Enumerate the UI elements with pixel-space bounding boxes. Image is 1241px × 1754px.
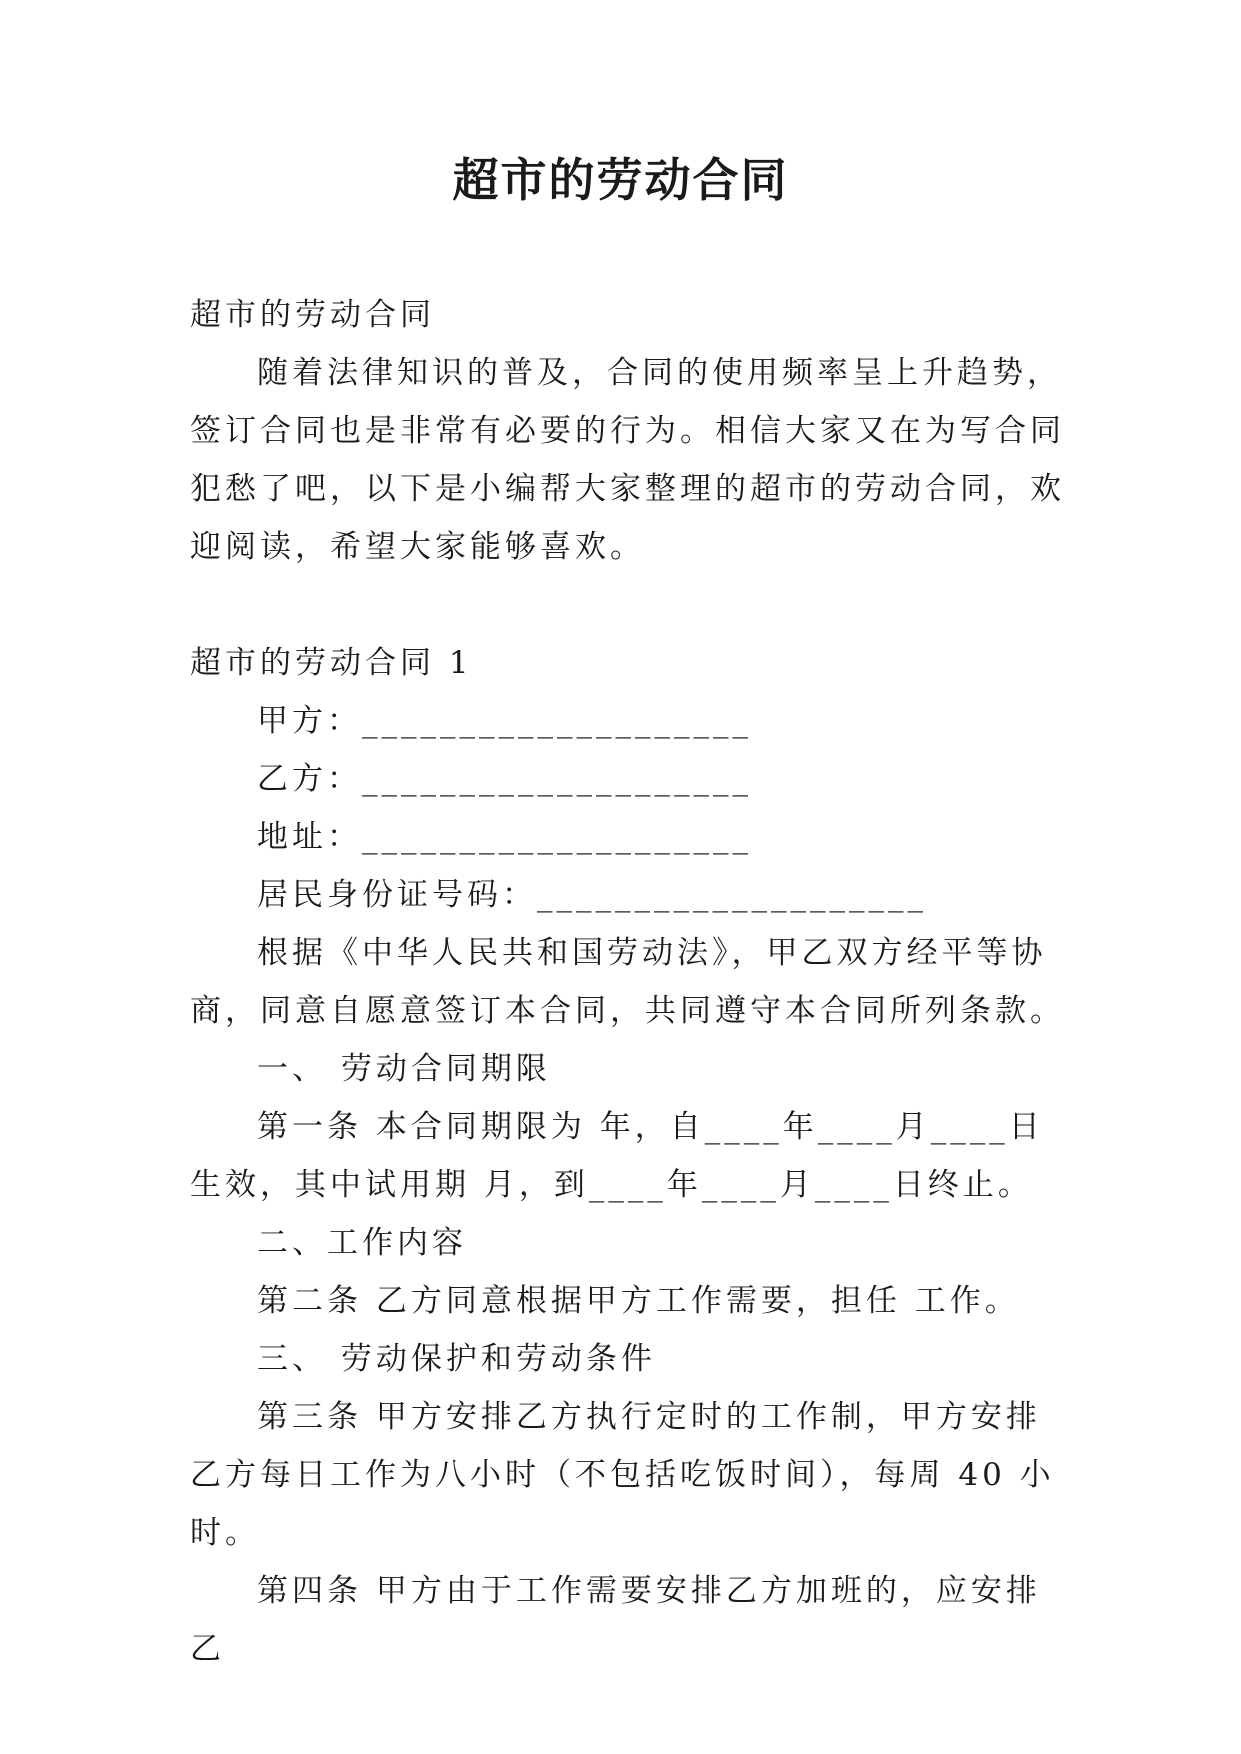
document-body	[190, 286, 1070, 1678]
document-subtitle: 超市的劳动合同	[190, 297, 435, 333]
article-4: 第四条 甲方由于工作需要安排乙方加班的，应安排乙	[190, 1573, 1041, 1667]
party-a-line: 甲方：____________________	[257, 703, 752, 739]
article-1: 第一条 本合同期限为 年，自____年____月____日生效，其中试用期 月，到____年____月____日终止。	[190, 1109, 1044, 1203]
address-line: 地址：____________________	[257, 819, 752, 855]
page-title: 超市的劳动合同	[452, 153, 789, 207]
party-b-line: 乙方：____________________	[257, 761, 752, 797]
article-3: 第三条 甲方安排乙方执行定时的工作制，甲方安排乙方每日工作为八小时（不包括吃饭时间），每周 40 小时。	[190, 1399, 1055, 1551]
id-number-line: 居民身份证号码：____________________	[257, 877, 927, 913]
clause-heading-1: 一、 劳动合同期限	[257, 1051, 551, 1087]
clause-heading-3: 三、 劳动保护和劳动条件	[257, 1341, 656, 1377]
intro-paragraph: 随着法律知识的普及，合同的使用频率呈上升趋势，签订合同也是非常有必要的行为。相信大家又在为写合同犯愁了吧，以下是小编帮大家整理的超市的劳动合同，欢迎阅读，希望大家能够喜欢。	[190, 355, 1065, 565]
basis-paragraph: 根据《中华人民共和国劳动法》，甲乙双方经平等协商，同意自愿意签订本合同，共同遵守本合同所列条款。	[190, 935, 1065, 1029]
article-2: 第二条 乙方同意根据甲方工作需要，担任 工作。	[257, 1283, 1020, 1319]
paragraph-gap	[190, 576, 1070, 634]
section-heading: 超市的劳动合同 1	[190, 645, 473, 681]
clause-heading-2: 二、工作内容	[257, 1225, 467, 1261]
